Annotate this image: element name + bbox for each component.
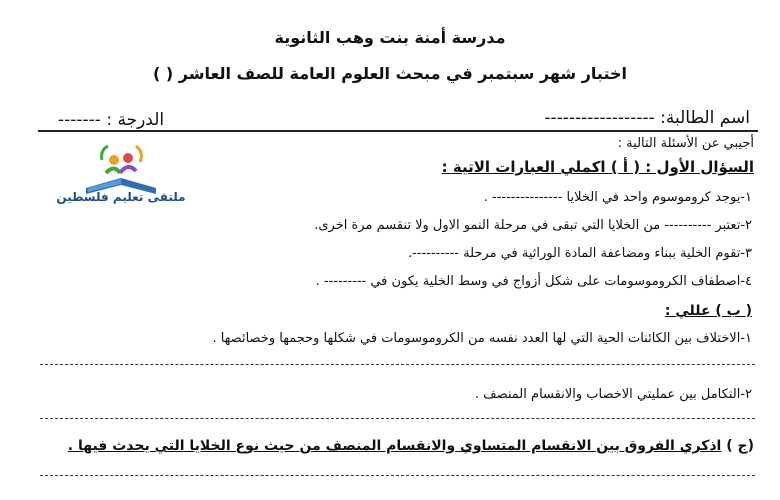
q1-item: ١-يوجد كروموسوم واحد في الخلايا --------------- . — [483, 190, 752, 205]
grade-field: الدرجة : ------- — [58, 110, 165, 130]
exam-title: اختبار شهر سبتمبر في مبحث العلوم العامة للصف العاشر ( ) — [153, 64, 627, 83]
answer-line — [40, 418, 755, 419]
header-divider — [38, 130, 758, 132]
part-b-title: ( ب ) عللي : — [664, 303, 752, 319]
part-b-item: ٢-التكامل بين عمليتي الاخصاب والانقسام المنصف . — [474, 387, 752, 402]
student-name-field: اسم الطالبة: ------------------ — [544, 108, 750, 128]
part-c-text: اذكري الفروق بين الانقسام المتساوي والانقسام المنصف من حيث نوع الخلايا التي يحدث فيها . — [67, 438, 722, 454]
q1-item: ٣-تقوم الخلية ببناء ومضاعفة المادة الوراثية في مرحلة ----------. — [407, 246, 752, 261]
part-b-item: ١-الاختلاف بين الكائنات الحية التي لها العدد نفسه من الكروموسومات في شكلها وحجمها وخصائصها . — [212, 331, 752, 346]
book-icon — [56, 138, 186, 198]
part-c-label: (ج ) — [726, 438, 754, 454]
part-c-question — [68, 438, 754, 454]
school-name: مدرسة أمنة بنت وهب الثانوية — [274, 28, 506, 47]
answer-line — [40, 364, 755, 365]
q1-item: ٤-اصطفاف الكروموسومات على شكل أزواج في وسط الخلية يكون في --------- . — [315, 274, 752, 289]
question-1-title: السؤال الأول : ( أ ) اكملي العبارات الاتية : — [441, 158, 754, 176]
logo-text: ملتقى تعليم فلسطين — [56, 190, 186, 204]
answer-line — [40, 475, 755, 476]
q1-item: ٢-تعتبر ---------- من الخلايا التي تبقى في مرحلة النمو الاول ولا تنقسم مرة اخرى. — [314, 218, 752, 233]
instructions: أجيبي عن الأسئلة التالية : — [617, 136, 754, 151]
